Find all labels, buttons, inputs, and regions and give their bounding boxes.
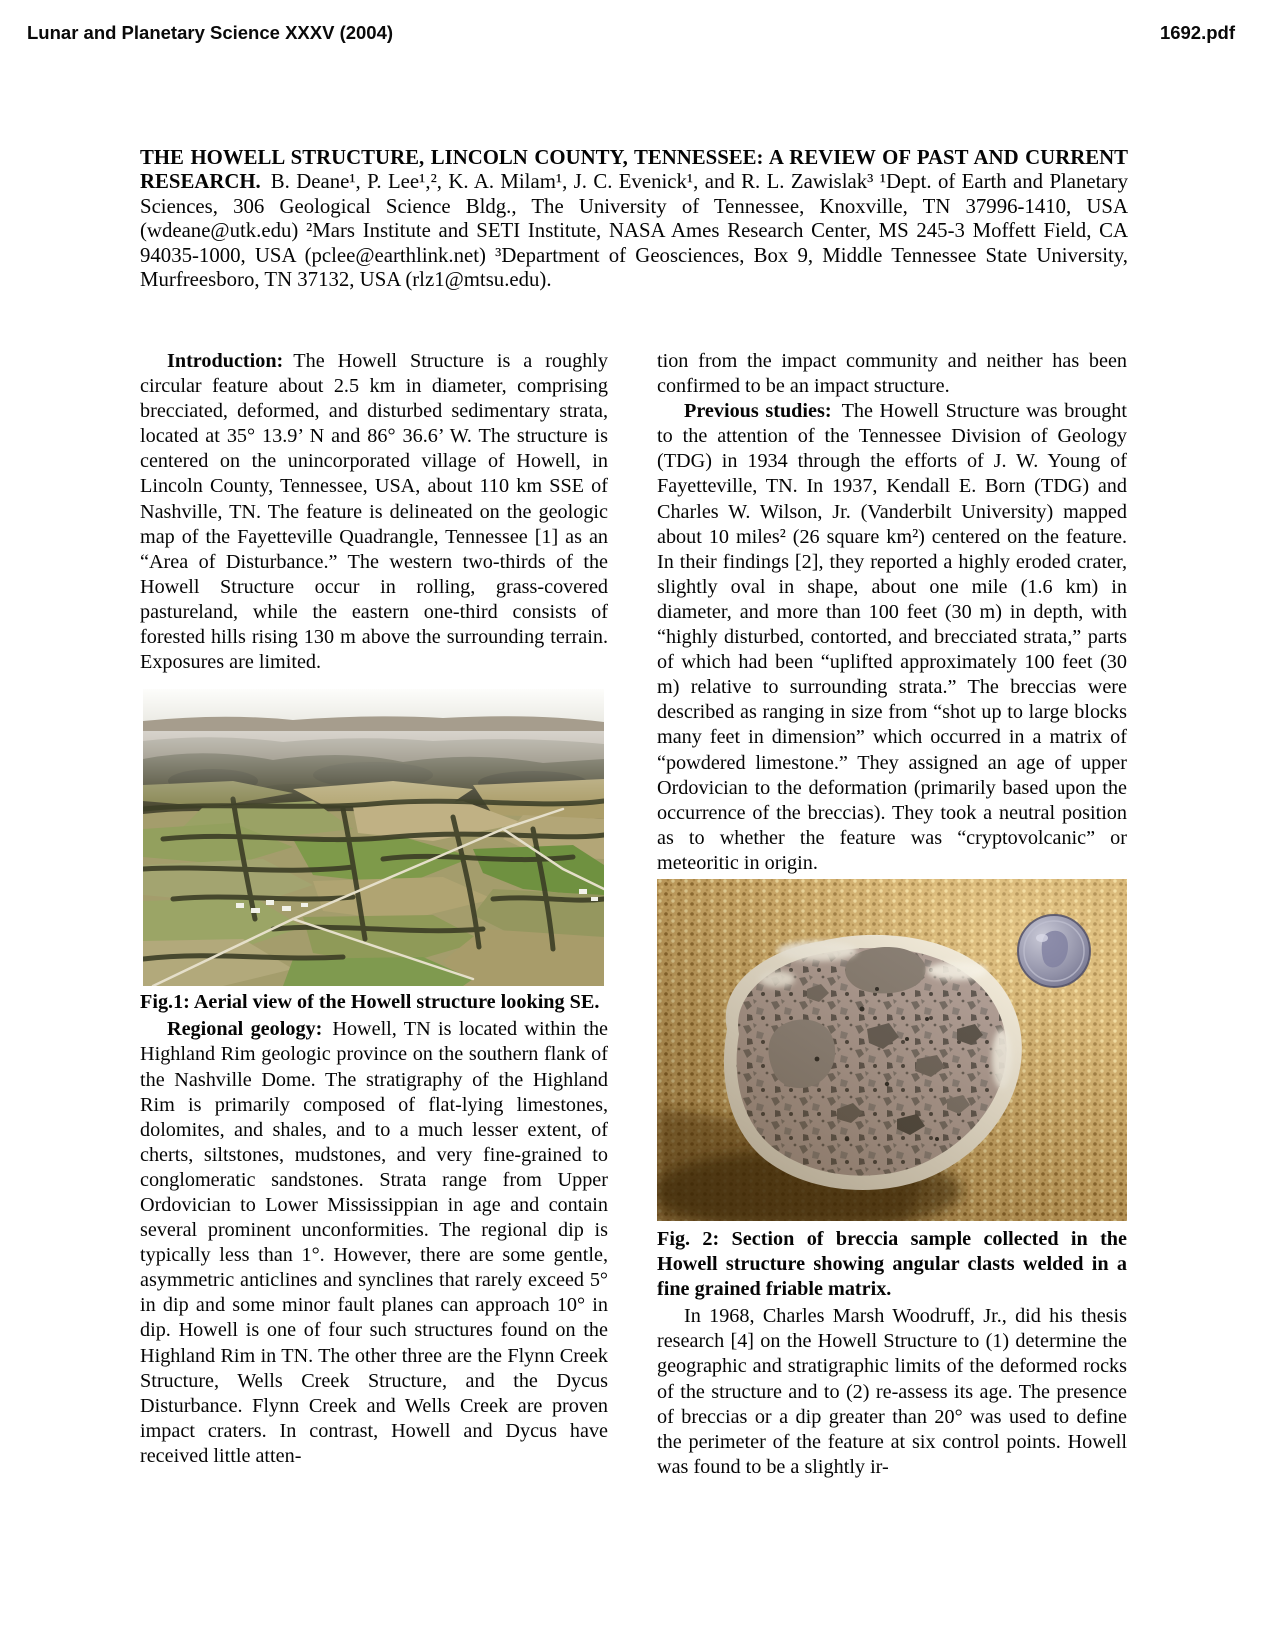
aerial-photo-illustration bbox=[143, 689, 604, 986]
right-column bbox=[657, 349, 1127, 1480]
previous-studies-paragraph bbox=[657, 399, 1127, 876]
woodruff-paragraph: In 1968, Charles Marsh Woodruff, Jr., did his thesis research [4] on the Howell Structure to (1) determine the geographic and stratigraphic limits of the deformed rocks of the structure and to (2) re-assess its age. The presence of breccias or a dip greater than 20° was used to define the perimeter of the feature at six control points. Howell was found to be a slightly ir- bbox=[657, 1305, 1127, 1478]
figure1-aerial-photo bbox=[143, 689, 604, 986]
previous-studies-heading: Previous studies: bbox=[684, 400, 832, 423]
left-column bbox=[140, 349, 608, 1469]
previous-studies-text: The Howell Structure was brought to the attention of the Tennessee Division of Geology (TDG) in 1934 through the efforts of J. W. Young of Fayetteville, TN. In 1937, Kendall E. Born (TDG) and Charles W. Wilson, Jr. (Vanderbilt University) mapped about 10 miles² (26 square km²) centered on the feature. In their findings [2], they reported a highly eroded crater, slightly oval in shape, about one mile (1.6 km) in diameter, and more than 100 feet (30 m) in depth, with “highly disturbed, contorted, and brecciated strata,” parts of which had been “uplifted approximately 100 feet (30 m) relative to surrounding strata.” The breccias were described as ranging in size from “shot up to large blocks many feet in dimension” which occurred in a matrix of “powdered limestone.” They assigned an age of upper Ordovician to the deformation (primarily based upon the occurrence of the breccias). They took a neutral position as to whether the feature was “cryptovolcanic” or meteoritic in origin. bbox=[657, 400, 1127, 874]
paper-byline: B. Deane¹, P. Lee¹,², K. A. Milam¹, J. C. Evenick¹, and R. L. Zawislak³ ¹Dept. of Earth and Planetary Sciences, 306 Geological Science Bldg., The University of Tennessee, Knoxville, TN 37996-1410, USA (wdeane@utk.edu) ²Mars Institute and SETI Institute, NASA Ames Research Center, MS 245-3 Moffett Field, CA 94035-1000, USA (pclee@earthlink.net) ³Department of Geosciences, Box 9, Middle Tennessee State University, Murfreesboro, TN 37132, USA (rlz1@mtsu.edu). bbox=[140, 170, 1128, 292]
title-paragraph bbox=[140, 146, 1128, 292]
regional-geology-paragraph bbox=[140, 1017, 608, 1469]
atmospheric-haze bbox=[143, 731, 604, 806]
header-filename: 1692.pdf bbox=[1159, 22, 1235, 43]
breccia-photo-illustration bbox=[657, 879, 1127, 1221]
paper-title: THE HOWELL STRUCTURE, LINCOLN COUNTY, TENNESSEE: A REVIEW OF PAST AND CURRENT RESEARCH. bbox=[140, 146, 1128, 194]
continuation-paragraph: tion from the impact community and neither has been confirmed to be an impact structure. bbox=[657, 350, 1127, 398]
intro-heading: Introduction: bbox=[167, 350, 284, 372]
figure2-caption: Fig. 2: Section of breccia sample collected in the Howell structure showing angular clasts welded in a fine grained friable matrix. bbox=[657, 1227, 1127, 1301]
figure1-caption: Fig.1: Aerial view of the Howell structure looking SE. bbox=[140, 991, 600, 1014]
intro-text: The Howell Structure is a roughly circular feature about 2.5 km in diameter, comprising brecciated, deformed, and disturbed sedimentary strata, located at 35° 13.9’ N and 86° 36.6’ W. The structure is centered on the unincorporated village of Howell, in Lincoln County, Tennessee, USA, about 110 km SSE of Nashville, TN. The feature is delineated on the geologic map of the Fayetteville Quadrangle, Tennessee [1] as an “Area of Disturbance.” The western two-thirds of the Howell Structure occur in rolling, grass-covered pastureland, while the eastern one-third consists of forested hills rising 130 m above the surrounding terrain. Exposures are limited. bbox=[140, 350, 608, 674]
abstract-title-block bbox=[140, 146, 1128, 292]
figure2-breccia-photo bbox=[657, 879, 1127, 1221]
header-conference-title: Lunar and Planetary Science XXXV (2004) bbox=[27, 22, 394, 43]
intro-paragraph bbox=[140, 349, 608, 675]
regional-geology-text: Howell, TN is located within the Highland Rim geologic province on the southern flank of the Nashville Dome. The stratigraphy of the Highland Rim is primarily composed of flat-lying limestones, dolomites, and shales, and to a much lesser extent, of cherts, siltstones, mudstones, and very fine-grained to conglomeratic sandstones. Strata range from Upper Ordovician to Lower Mississippian in age and contain several prominent unconformities. The regional dip is typically less than 1°. However, there are some gentle, asymmetric anticlines and synclines that rarely exceed 5° in dip and some minor fault planes can approach 10° in dip. Howell is one of four such structures found on the Highland Rim in TN. The other three are the Flynn Creek Structure, Wells Creek Structure, and the Dycus Disturbance. Flynn Creek and Wells Creek are proven impact craters. In contrast, Howell and Dycus have received little atten- bbox=[140, 1018, 609, 1467]
regional-geology-heading: Regional geology: bbox=[167, 1018, 323, 1041]
